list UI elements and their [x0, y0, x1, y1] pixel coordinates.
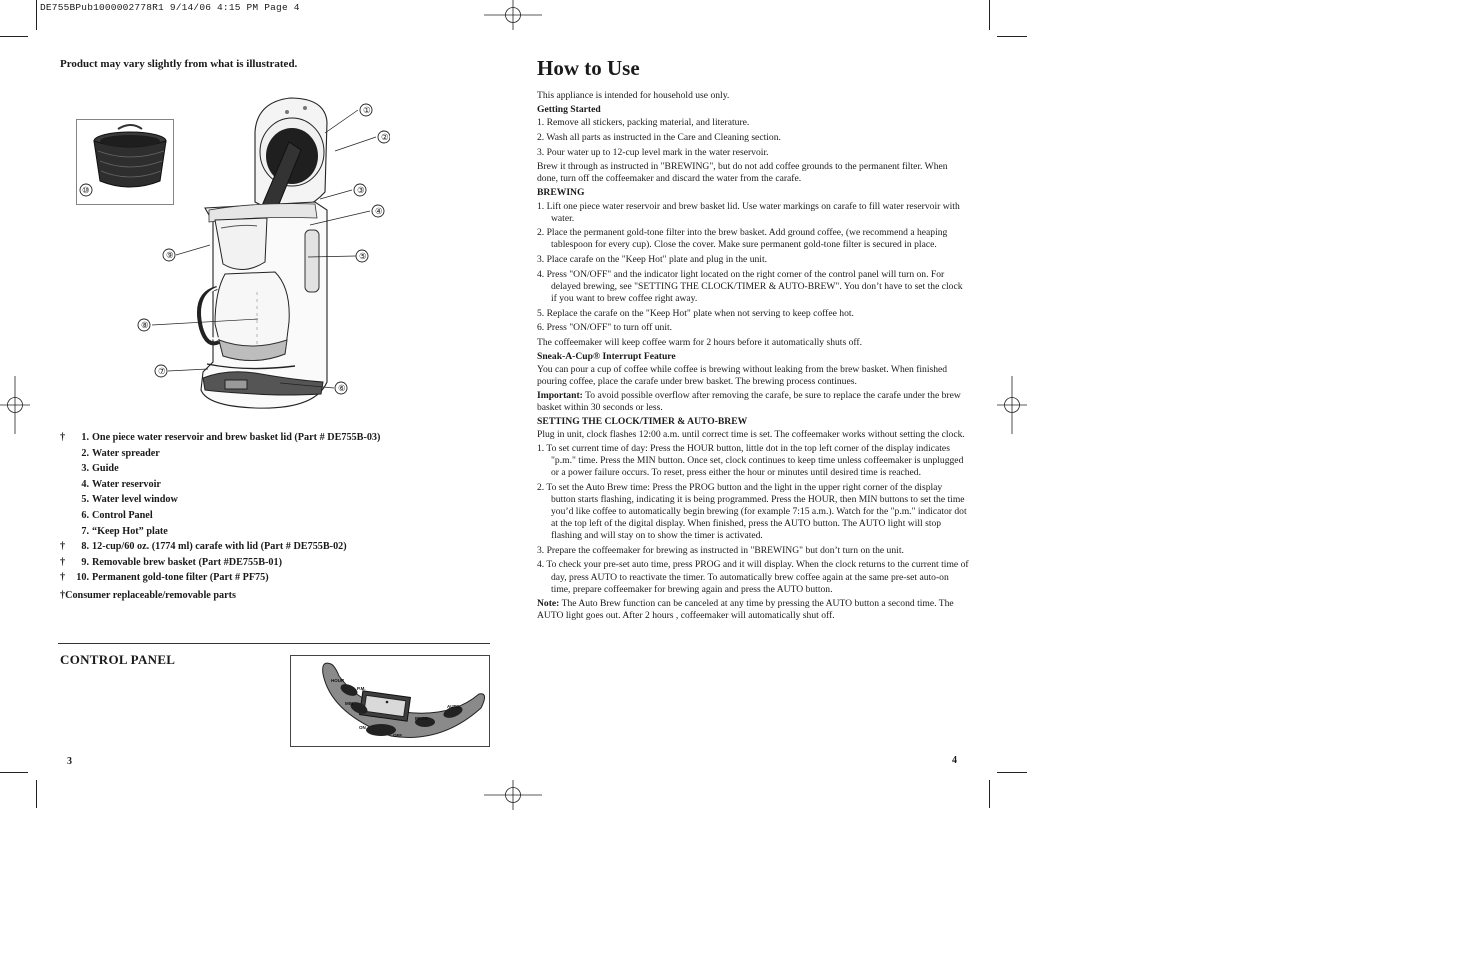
list-item: 5. Replace the carafe on the "Keep Hot" plate when not serving to keep coffee hot. [537, 307, 854, 319]
brewing-steps [537, 201, 969, 335]
sneak-a-cup-heading: Sneak-A-Cup® Interrupt Feature [537, 350, 676, 362]
panel-label-off: OFF [393, 733, 402, 738]
illustration-caption: Product may vary slightly from what is illustrated. [60, 58, 298, 70]
callout-5 [356, 250, 368, 262]
crop-mark [997, 36, 1027, 37]
svg-text:①: ① [363, 105, 371, 115]
panel-label-min: MIN [345, 701, 354, 706]
svg-text:②: ② [381, 132, 389, 142]
crop-mark [36, 0, 37, 30]
registration-mark-right [997, 376, 1027, 434]
svg-text:⑦: ⑦ [158, 366, 166, 376]
print-slug: DE755BPub1000002778R1 9/14/06 4:15 PM Page 4 [40, 2, 300, 13]
list-item: 3. Prepare the coffeemaker for brewing as instructed in "BREWING" but don’t turn on the unit. [537, 544, 904, 556]
svg-text:⑧: ⑧ [141, 320, 149, 330]
part-item: † 10. Permanent gold-tone filter (Part # PF75) [60, 572, 269, 584]
how-to-use-section [537, 56, 969, 624]
getting-started-note: Brew it through as instructed in "BREWING", but do not add coffee grounds to the permanent filter. When done, turn off the coffeemaker and discard the water from the carafe. [537, 161, 948, 185]
callout-1 [360, 104, 372, 116]
callout-lines [130, 95, 390, 405]
list-item: 3. Pour water up to 12-cup level mark in the water reservoir. [537, 146, 769, 158]
callout-2 [378, 131, 390, 143]
part-item: † 8. 12-cup/60 oz. (1774 ml) carafe with lid (Part # DE755B-02) [60, 541, 347, 553]
list-item: 1. Remove all stickers, packing material, and literature. [537, 117, 750, 129]
list-item: 2. Wash all parts as instructed in the Care and Cleaning section. [537, 131, 781, 143]
intro-text: This appliance is intended for household use only. [537, 90, 730, 101]
crop-mark [989, 780, 990, 808]
list-item: 4. To check your pre-set auto time, press PROG and it will display. When the clock returns to the current time of day, press AUTO to reactivate the timer. To automatically brew coffee again at the same pre-set auto-on time, prepare coffeemaker for brewing again and press the AUTO button. [537, 559, 969, 595]
part-item: 6. Control Panel [81, 509, 153, 521]
section-divider [58, 643, 490, 644]
list-item: 3. Place carafe on the "Keep Hot" plate and plug in the unit. [537, 254, 768, 266]
panel-label-hour: HOUR [331, 678, 345, 683]
page-number-right: 4 [952, 755, 957, 766]
registration-mark-bottom [484, 780, 542, 810]
getting-started-heading: Getting Started [537, 103, 601, 115]
callout-8 [138, 319, 150, 331]
sneak-a-cup-text: You can pour a cup of coffee while coffee is brewing without leaking from the brew basket. When finished pouring coffee, place the carafe under brew basket. The brewing process continues. [537, 364, 948, 388]
part-item: 5. Water level window [81, 494, 178, 506]
important-paragraph: Important: To avoid possible overflow after removing the carafe, be sure to replace the carafe under the brew basket within 30 seconds or less. [537, 389, 961, 413]
panel-label-auto: AUTO [447, 704, 460, 709]
registration-mark-top [484, 0, 542, 30]
callout-6 [335, 382, 347, 394]
getting-started-steps [537, 117, 969, 158]
list-item: 2. Place the permanent gold-tone filter into the brew basket. Add ground coffee, (we recommend a heaping tablespoon for every cup). Close the cover. Make sure permanent gold-tone filter is secured in place. [537, 227, 948, 251]
crop-mark [989, 0, 990, 30]
page-number-left: 3 [67, 756, 72, 767]
crop-mark [997, 772, 1027, 773]
crop-mark [36, 780, 37, 808]
clock-intro: Plug in unit, clock flashes 12:00 a.m. until correct time is set. The coffeemaker works without setting the clock. [537, 429, 965, 441]
crop-mark [0, 772, 28, 773]
crop-mark [0, 36, 28, 37]
callout-4 [372, 205, 384, 217]
part-item: 3. Guide [81, 463, 119, 475]
panel-label-pm: P.M. [357, 686, 366, 691]
note-label: Note: [537, 598, 560, 610]
control-panel-illustration [290, 655, 490, 747]
part-item: 2. Water spreader [81, 447, 160, 459]
list-item: 6. Press "ON/OFF" to turn off unit. [537, 322, 673, 334]
panel-label-prog: PROG [415, 716, 429, 721]
page-title: How to Use [537, 56, 640, 80]
svg-text:⑩: ⑩ [82, 185, 90, 195]
list-item: 1. To set current time of day: Press the HOUR button, little dot in the top left corner of the display indicates "p.m." time. Press the MIN button. Once set, clock continues to keep time unless coffeemaker is unplugged or a power failure occurs. To reset, press either the hour or minutes until desired time is reached. [537, 442, 964, 478]
part-item: 7. “Keep Hot” plate [81, 525, 168, 537]
parts-footnote: †Consumer replaceable/removable parts [60, 589, 236, 601]
callout-9 [163, 249, 175, 261]
list-item: 4. Press "ON/OFF" and the indicator light located on the right corner of the control panel will turn on. For delayed brewing, see "SETTING THE CLOCK/TIMER & AUTO-BREW". You don’t have to set the clock if you want to brew coffee right away. [537, 268, 963, 304]
parts-list [60, 430, 380, 604]
part-item: 4. Water reservoir [81, 478, 161, 490]
list-item: 2. To set the Auto Brew time: Press the PROG button and the light in the upper right corner of the display button starts flashing, indicating it is being programmed. Press the HOUR, then MIN buttons to set the time you’d like coffee to automatically begin brewing (for example 7:15 a.m.). Watch for the "p.m." indicator dot at the top left of the digital display. When finished, press the AUTO button. The AUTO light will stop flashing and will stay on to show the timer is activated. [537, 481, 967, 542]
registration-mark-left [0, 376, 30, 434]
list-item: 1. Lift one piece water reservoir and brew basket lid. Use water markings on carafe to fill water reservoir with water. [537, 200, 960, 224]
brewing-heading: BREWING [537, 186, 585, 198]
callout-10 [78, 182, 94, 198]
svg-text:④: ④ [375, 206, 383, 216]
clock-heading: SETTING THE CLOCK/TIMER & AUTO-BREW [537, 415, 748, 427]
control-panel-title: CONTROL PANEL [60, 652, 176, 667]
important-label: Important: [537, 389, 583, 401]
panel-label-on: ON [359, 725, 366, 730]
svg-text:⑥: ⑥ [338, 383, 346, 393]
brewing-note: The coffeemaker will keep coffee warm for 2 hours before it automatically shuts off. [537, 337, 863, 349]
callout-7 [155, 365, 167, 377]
clock-steps [537, 443, 969, 596]
svg-text:⑤: ⑤ [359, 251, 367, 261]
svg-text:⑨: ⑨ [166, 250, 174, 260]
svg-text:③: ③ [357, 185, 365, 195]
note-paragraph: Note: The Auto Brew function can be canceled at any time by pressing the AUTO button a second time. The AUTO light goes out. After 2 hours , coffeemaker will automatically shut off. [537, 598, 954, 622]
callout-3 [354, 184, 366, 196]
part-item: † 1. One piece water reservoir and brew basket lid (Part # DE755B-03) [60, 432, 381, 443]
part-item: † 9. Removable brew basket (Part #DE755B-01) [60, 556, 282, 568]
